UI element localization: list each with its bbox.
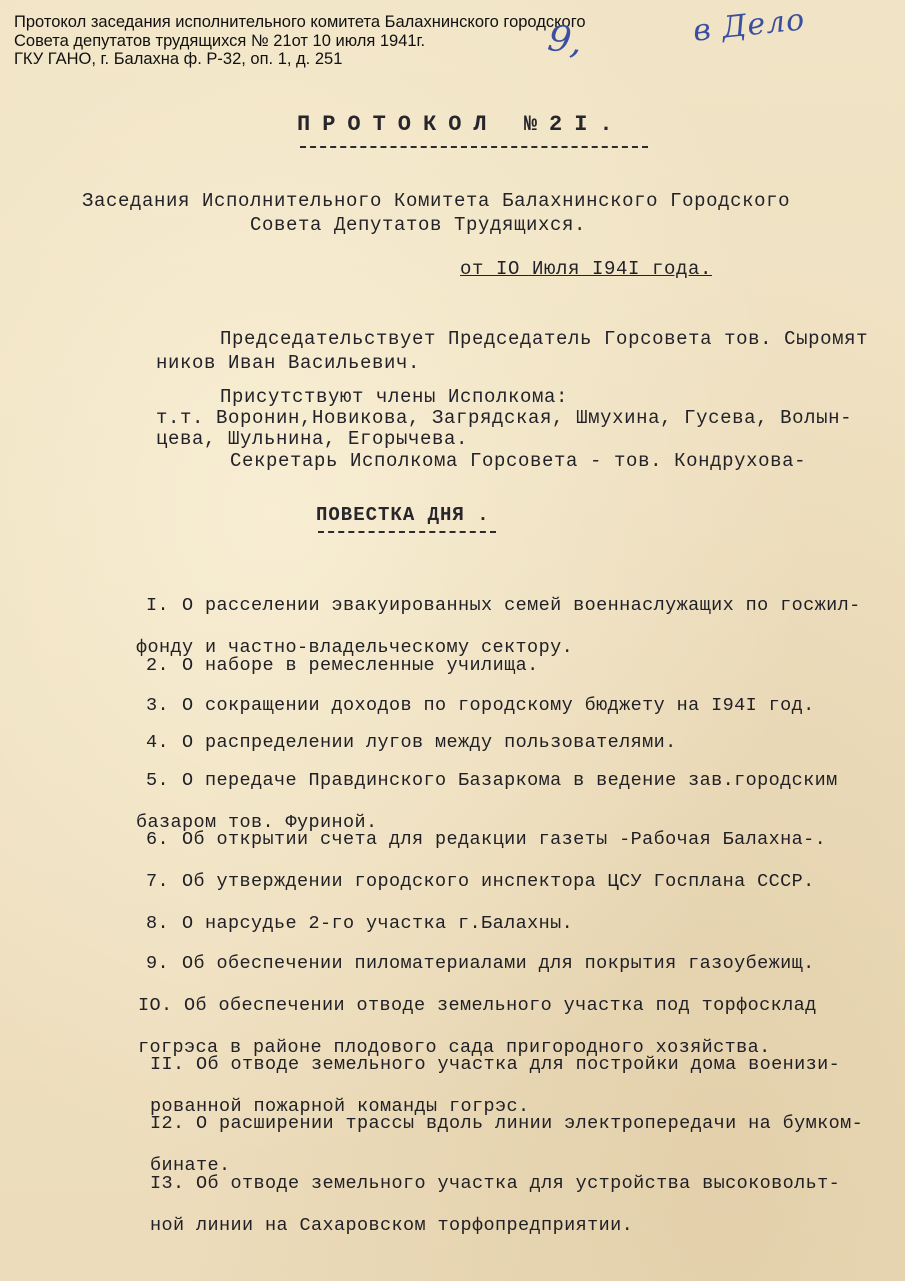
agenda-item-text: гогрэса в районе плодового сада пригородного хозяйства. [138, 1037, 771, 1058]
caption-line: Протокол заседания исполнительного комитета Балахнинского городского [14, 13, 586, 31]
agenda-item-text: Об обеспечении отводе земельного участка под торфосклад [184, 995, 817, 1016]
chair-line: ников Иван Васильевич. [156, 352, 421, 374]
agenda-item-number: IO. [138, 995, 173, 1016]
agenda-item-text: О расширении трассы вдоль линии электропередачи на бумком- [196, 1113, 864, 1134]
agenda-item-text: О нарсудье 2-го участка г.Балахны. [182, 913, 574, 934]
agenda-item-number: 6. [146, 829, 170, 850]
secretary-line: Секретарь Исполкома Горсовета - тов. Кондрухова- [230, 450, 807, 472]
agenda-item-number: 3. [146, 695, 170, 716]
agenda-item-text: рованной пожарной команды гогрэс. [150, 1096, 530, 1117]
agenda-heading: ПОВЕСТКА ДНЯ . [316, 504, 490, 526]
protocol-title: ПРОТОКОЛ №2I. [297, 112, 625, 137]
agenda-item-number: 4. [146, 732, 170, 753]
caption-line: ГКУ ГАНО, г. Балахна ф. Р-32, оп. 1, д. 251 [14, 50, 343, 68]
agenda-item [104, 1152, 840, 1278]
present-members: Присутствуют члены Исполкома: [220, 386, 569, 408]
agenda-item-text: бинате. [150, 1155, 231, 1176]
agenda-item-number: 7. [146, 871, 170, 892]
agenda-item-text: О расселении эвакуированных семей военнаслужащих по госжил- [182, 595, 861, 616]
meeting-subtitle: Заседания Исполнительного Комитета Балахнинского Городского [82, 190, 791, 212]
agenda-item-text: Об обеспечении пиломатериалами для покрытия газоубежищ. [182, 953, 815, 974]
agenda-item-text: О наборе в ремесленные училища. [182, 655, 539, 676]
handwritten-page-number: 9, [545, 17, 586, 64]
agenda-item-text: ной линии на Сахаровском торфопредприятии. [150, 1215, 634, 1236]
agenda-underline [318, 531, 496, 533]
agenda-item-number: I. [146, 595, 170, 616]
agenda-item-number: II. [150, 1054, 185, 1075]
title-underline [300, 146, 648, 148]
agenda-item-text: О сокращении доходов по городскому бюджету на I94I год. [182, 695, 815, 716]
present-members: т.т. Воронин,Новикова, Загрядская, Шмухина, Гусева, Волын- [156, 407, 853, 429]
agenda-item-number: I3. [150, 1173, 185, 1194]
meeting-date: от IO Июля I94I года. [460, 258, 713, 280]
agenda-item-text: фонду и частно-владельческому сектору. [136, 637, 574, 658]
agenda-item-number: 5. [146, 770, 170, 791]
agenda-item-text: Об открытии счета для редакции газеты -Рабочая Балахна-. [182, 829, 827, 850]
agenda-item-number: I2. [150, 1113, 185, 1134]
agenda-item-text: базаром тов. Фуриной. [136, 812, 378, 833]
caption-line: Совета депутатов трудящихся № 21от 10 июля 1941г. [14, 31, 426, 50]
agenda-item-text: О передаче Правдинского Базаркома в ведение зав.городским [182, 770, 838, 791]
handwritten-note: в Дело [691, 2, 807, 49]
agenda-item-text: Об отводе земельного участка для устройства высоковольт- [196, 1173, 841, 1194]
meeting-subtitle: Совета Депутатов Трудящихся. [250, 214, 587, 236]
present-members: цева, Шульнина, Егорычева. [156, 428, 469, 450]
agenda-item-text: Об отводе земельного участка для постройки дома военизи- [196, 1054, 841, 1075]
agenda-item-text: Об утверждении городского инспектора ЦСУ Госплана СССР. [182, 871, 815, 892]
agenda-item-number: 2. [146, 655, 170, 676]
chair-line: Председательствует Председатель Горсовета тов. Сыромят [220, 328, 869, 350]
agenda-item-text: О распределении лугов между пользователями. [182, 732, 677, 753]
archive-caption [14, 13, 694, 69]
agenda-item-number: 8. [146, 913, 170, 934]
agenda-item-number: 9. [146, 953, 170, 974]
